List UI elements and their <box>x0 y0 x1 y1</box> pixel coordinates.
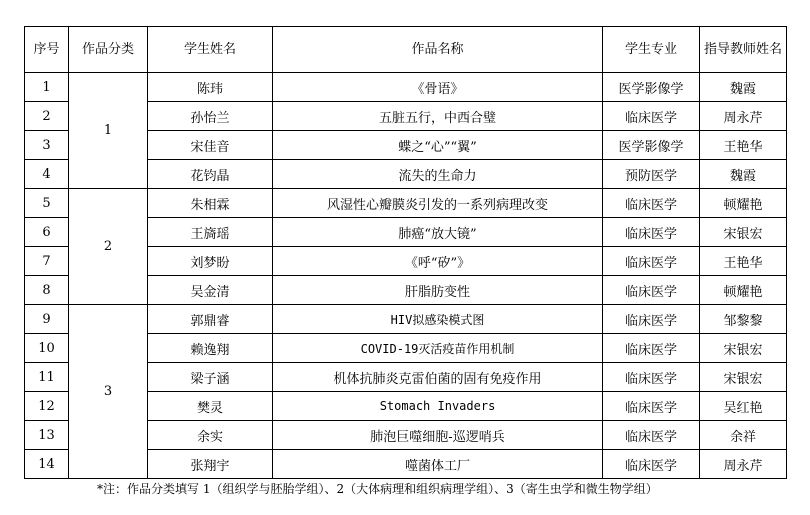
cell-advisor: 王艳华 <box>700 247 787 276</box>
cell-student-name: 吴金清 <box>148 276 273 305</box>
cell-student-name: 宋佳音 <box>148 131 273 160</box>
cell-student-name: 张翔宇 <box>148 450 273 479</box>
cell-work-title: 《呼“矽”》 <box>273 247 603 276</box>
cell-major: 临床医学 <box>603 421 700 450</box>
cell-serial-number: 12 <box>25 392 69 421</box>
award-table <box>24 26 787 479</box>
cell-advisor: 周永芹 <box>700 102 787 131</box>
cell-category: 3 <box>69 305 148 479</box>
table-row <box>25 189 787 218</box>
cell-student-name: 梁子涵 <box>148 363 273 392</box>
cell-work-title: 噬菌体工厂 <box>273 450 603 479</box>
cell-work-title: COVID-19灭活疫苗作用机制 <box>273 334 603 363</box>
header-advisor: 指导教师姓名 <box>700 27 787 73</box>
cell-major: 临床医学 <box>603 276 700 305</box>
cell-work-title: 五脏五行，中西合璧 <box>273 102 603 131</box>
cell-major: 临床医学 <box>603 450 700 479</box>
cell-student-name: 孙怡兰 <box>148 102 273 131</box>
cell-student-name: 刘梦盼 <box>148 247 273 276</box>
cell-work-title: 风湿性心瓣膜炎引发的一系列病理改变 <box>273 189 603 218</box>
cell-serial-number: 5 <box>25 189 69 218</box>
table-body <box>25 73 787 479</box>
footnote: *注：作品分类填写 1（组织学与胚胎学组）、2（大体病理和组织病理学组）、3（寄生虫学和微生物学组） <box>97 482 658 496</box>
cell-advisor: 宋银宏 <box>700 218 787 247</box>
header-work-title: 作品名称 <box>273 27 603 73</box>
cell-work-title: HIV拟感染模式图 <box>273 305 603 334</box>
header-row <box>25 27 787 73</box>
header-category: 作品分类 <box>69 27 148 73</box>
cell-advisor: 王艳华 <box>700 131 787 160</box>
cell-student-name: 余实 <box>148 421 273 450</box>
cell-major: 临床医学 <box>603 102 700 131</box>
cell-work-title: 流失的生命力 <box>273 160 603 189</box>
cell-student-name: 樊灵 <box>148 392 273 421</box>
cell-serial-number: 4 <box>25 160 69 189</box>
cell-advisor: 吴红艳 <box>700 392 787 421</box>
cell-work-title: 肺泡巨噬细胞-巡逻哨兵 <box>273 421 603 450</box>
cell-serial-number: 11 <box>25 363 69 392</box>
cell-serial-number: 10 <box>25 334 69 363</box>
cell-serial-number: 3 <box>25 131 69 160</box>
cell-advisor: 魏霞 <box>700 160 787 189</box>
cell-major: 预防医学 <box>603 160 700 189</box>
award-list-document <box>24 26 786 479</box>
cell-advisor: 顿耀艳 <box>700 276 787 305</box>
cell-major: 医学影像学 <box>603 131 700 160</box>
cell-major: 临床医学 <box>603 247 700 276</box>
cell-major: 临床医学 <box>603 218 700 247</box>
cell-major: 临床医学 <box>603 334 700 363</box>
cell-student-name: 陈玮 <box>148 73 273 102</box>
cell-major: 临床医学 <box>603 305 700 334</box>
cell-major: 医学影像学 <box>603 73 700 102</box>
cell-serial-number: 14 <box>25 450 69 479</box>
cell-serial-number: 1 <box>25 73 69 102</box>
cell-serial-number: 6 <box>25 218 69 247</box>
cell-work-title: 机体抗肺炎克雷伯菌的固有免疫作用 <box>273 363 603 392</box>
cell-advisor: 邹黎黎 <box>700 305 787 334</box>
cell-advisor: 宋银宏 <box>700 363 787 392</box>
cell-major: 临床医学 <box>603 189 700 218</box>
cell-work-title: 肺癌“放大镜” <box>273 218 603 247</box>
cell-student-name: 王旖瑶 <box>148 218 273 247</box>
table-row <box>25 305 787 334</box>
cell-work-title: 《骨语》 <box>273 73 603 102</box>
cell-category: 1 <box>69 73 148 189</box>
cell-student-name: 朱相霖 <box>148 189 273 218</box>
cell-serial-number: 2 <box>25 102 69 131</box>
cell-student-name: 花钧晶 <box>148 160 273 189</box>
cell-category: 2 <box>69 189 148 305</box>
cell-serial-number: 13 <box>25 421 69 450</box>
header-serial-number: 序号 <box>25 27 69 73</box>
table-row <box>25 73 787 102</box>
cell-major: 临床医学 <box>603 363 700 392</box>
cell-serial-number: 7 <box>25 247 69 276</box>
cell-serial-number: 9 <box>25 305 69 334</box>
cell-work-title: 蝶之“心”“翼” <box>273 131 603 160</box>
header-major: 学生专业 <box>603 27 700 73</box>
cell-work-title: 肝脂肪变性 <box>273 276 603 305</box>
cell-student-name: 赖逸翔 <box>148 334 273 363</box>
cell-work-title: Stomach Invaders <box>273 392 603 421</box>
cell-serial-number: 8 <box>25 276 69 305</box>
cell-advisor: 魏霞 <box>700 73 787 102</box>
cell-advisor: 顿耀艳 <box>700 189 787 218</box>
cell-advisor: 宋银宏 <box>700 334 787 363</box>
header-student-name: 学生姓名 <box>148 27 273 73</box>
cell-student-name: 郭鼎睿 <box>148 305 273 334</box>
cell-major: 临床医学 <box>603 392 700 421</box>
cell-advisor: 周永芹 <box>700 450 787 479</box>
cell-advisor: 余祥 <box>700 421 787 450</box>
